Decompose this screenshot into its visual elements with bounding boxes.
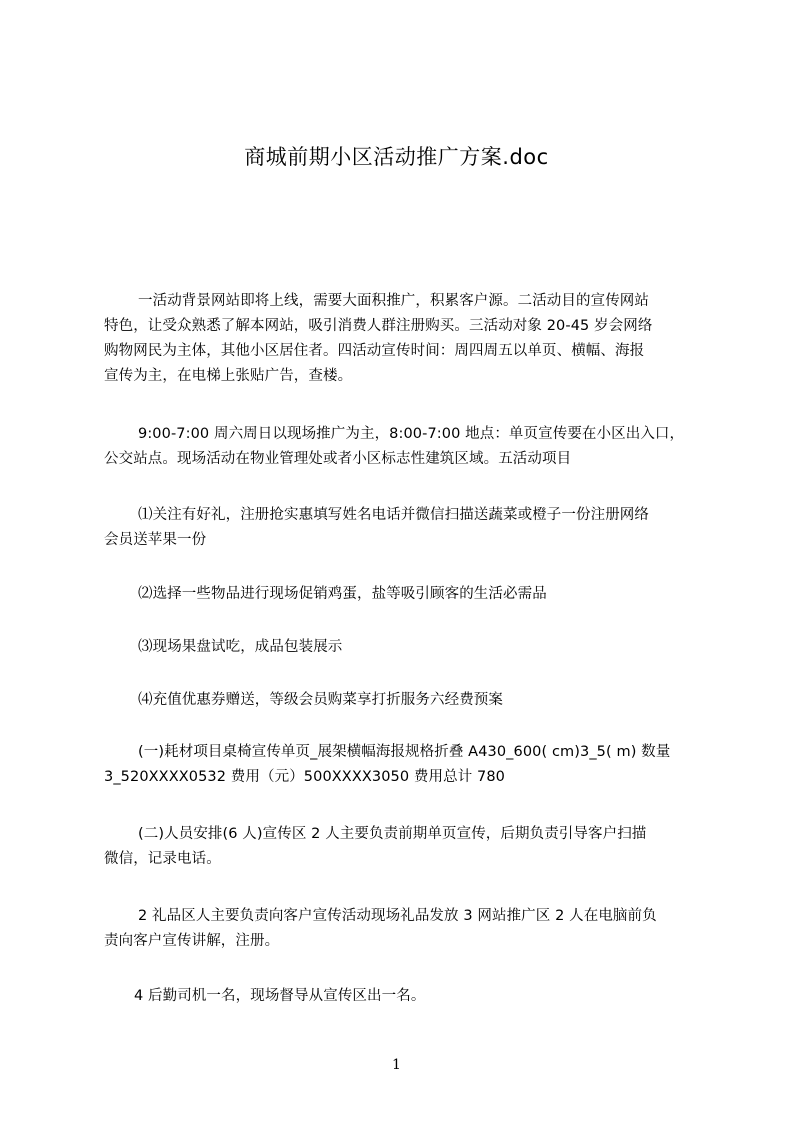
- paragraph-staffing: (二)人员安排(6 人)宣传区 2 人主要负责前期单页宣传，后期负责引导客户扫描 微信，记录电话。: [104, 826, 647, 867]
- page-number: 1: [392, 1057, 401, 1073]
- paragraph-materials-budget: (一)耗材项目桌椅宣传单页_展架横幅海报规格折叠 A430_600( cm)3_5( m) 数量 3_520XXXX0532 费用（元）500XXXX3050 费用总计 780: [104, 744, 671, 785]
- paragraph-background: 一活动背景网站即将上线，需要大面积推广，积累客户源。二活动目的宣传网站 特色，让受众熟悉了解本网站，吸引消费人群注册购买。三活动对象 20-45 岁会网络 购物网民为主体，其他小区居住者。四活动宣传时间：周四周五以单页、横幅、海报 宣传为主，在电梯上张贴广告，查楼。: [104, 293, 653, 384]
- paragraph-item-1: ⑴关注有好礼，注册抢实惠填写姓名电话并微信扫描送蔬菜或橙子一份注册网络 会员送苹果一份: [104, 507, 649, 548]
- paragraph-schedule: 9:00-7:00 周六周日以现场推广为主，8:00-7:00 地点：单页宣传要在小区出入口， 公交站点。现场活动在物业管理处或者小区标志性建筑区域。五活动项目: [104, 426, 685, 467]
- paragraph-item-2: ⑵选择一些物品进行现场促销鸡蛋，盐等吸引顾客的生活必需品: [138, 586, 547, 602]
- paragraph-item-3: ⑶现场果盘试吃，成品包装展示: [138, 639, 343, 655]
- paragraph-logistics: 4 后勤司机一名，现场督导从宣传区出一名。: [134, 988, 426, 1004]
- document-title: 商城前期小区活动推广方案.doc: [244, 145, 549, 169]
- paragraph-item-4: ⑷充值优惠券赠送，等级会员购菜享打折服务六经费预案: [138, 692, 503, 708]
- paragraph-gift-area: 2 礼品区人主要负责向客户宣传活动现场礼品发放 3 网站推广区 2 人在电脑前负 责向客户宣传讲解，注册。: [104, 908, 657, 949]
